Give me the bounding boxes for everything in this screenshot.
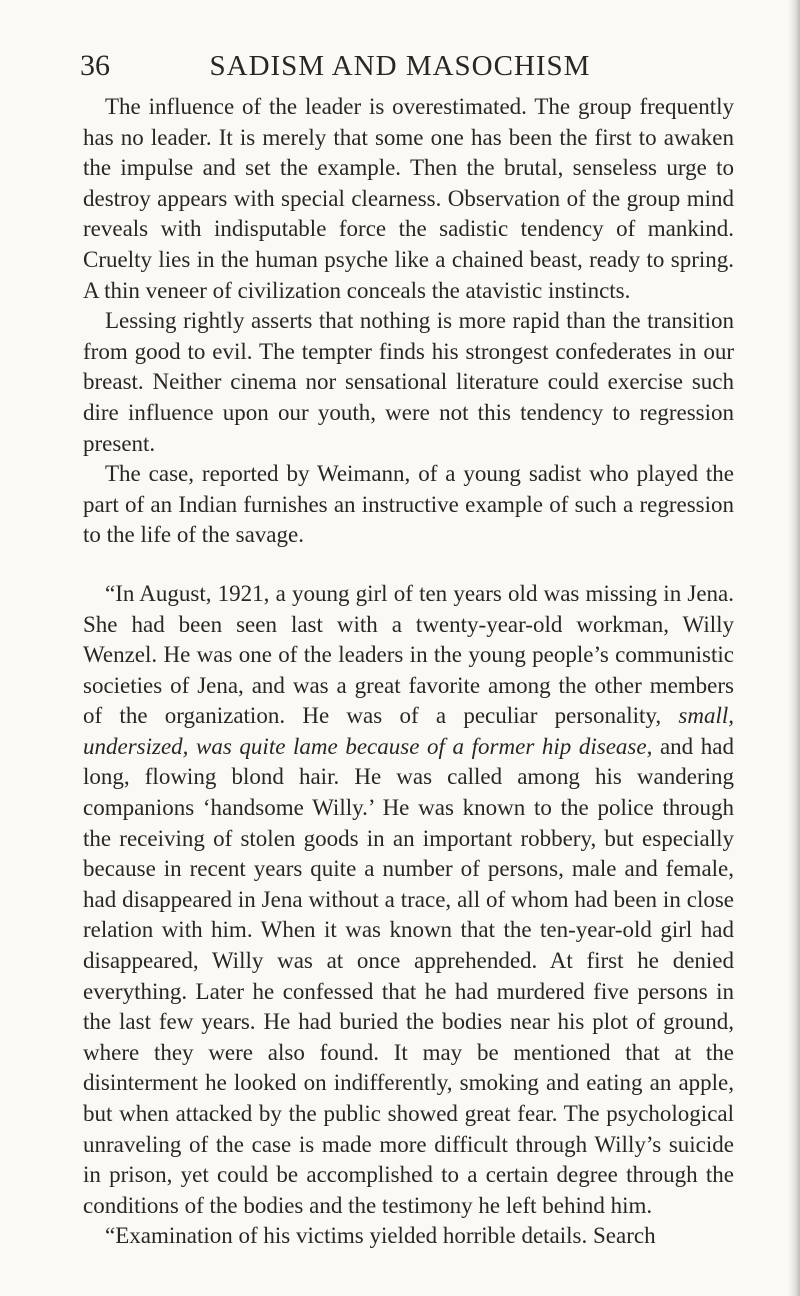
paragraph-examination: “Examination of his victims yielded horrible details. Search [105,1223,656,1249]
paragraph-group-leader: The influence of the leader is overestimated. The group frequently has no leader. It is merely that some one has been the first to awaken the impulse and set the example. Then the brutal, senseless urge to destroy appears with special clearness. Observation of the group mind reveals with indisputable force the sadistic tendency of mankind. Cruelty lies in the human psyche like a chained beast, ready to spring. A thin veneer of civilization conceals the atavistic instincts. [83,94,734,303]
quote-text-after-italic: and had long, flowing blond hair. He was called among his wandering companions ‘handsome Willy.’ He was known to the police through the receiving of stolen goods in an important robbery, but especially because in recent years quite a number of persons, male and female, had disappeared in Jena without a trace, all of whom had been in close relation with him. When it was known that the ten-year-old girl had disappeared, Willy was at once apprehended. At first he denied everything. Later he confessed that he had murdered five persons in the last few years. He had buried the bodies near his plot of ground, where they were also found. It may be mentioned that at the disinterment he looked on indifferently, smoking and eating an apple, but when attacked by the public showed great fear. The psychological unraveling of the case is made more difficult through Willy’s suicide in prison, yet could be accomplished to a certain degree through the conditions of the bodies and the testimony he left behind him. [83,733,735,1218]
page-edge-shadow [788,0,800,1296]
quote-text-before-italic: “In August, 1921, a young girl of ten years old was missing in Jena. She had been seen last with a twenty-year-old workman, Willy Wenzel. He was one of the leaders in the young people’s communistic societies of Jena, and was a great favorite among the other members of the organization. He was of a peculiar personality, [83,580,734,729]
body-text [83,92,734,1252]
paragraph-lessing: Lessing rightly asserts that nothing is more rapid than the transition from good to evil. The tempter finds his strongest confederates in our breast. Neither cinema nor sensational literature could exercise such dire influence upon our youth, were not this tendency to regression present. [83,308,734,456]
paragraph-quoted-case [83,579,734,1221]
quote-italic-description: small, undersized, was quite lame because of a former hip disease, [83,703,734,759]
paragraph-weimann-case: The case, reported by Weimann, of a young sadist who played the part of an Indian furnishes an instructive example of such a regression to the life of the savage. [83,461,734,548]
running-title: SADISM AND MASOCHISM [209,50,591,82]
page-number: 36 [80,49,110,82]
